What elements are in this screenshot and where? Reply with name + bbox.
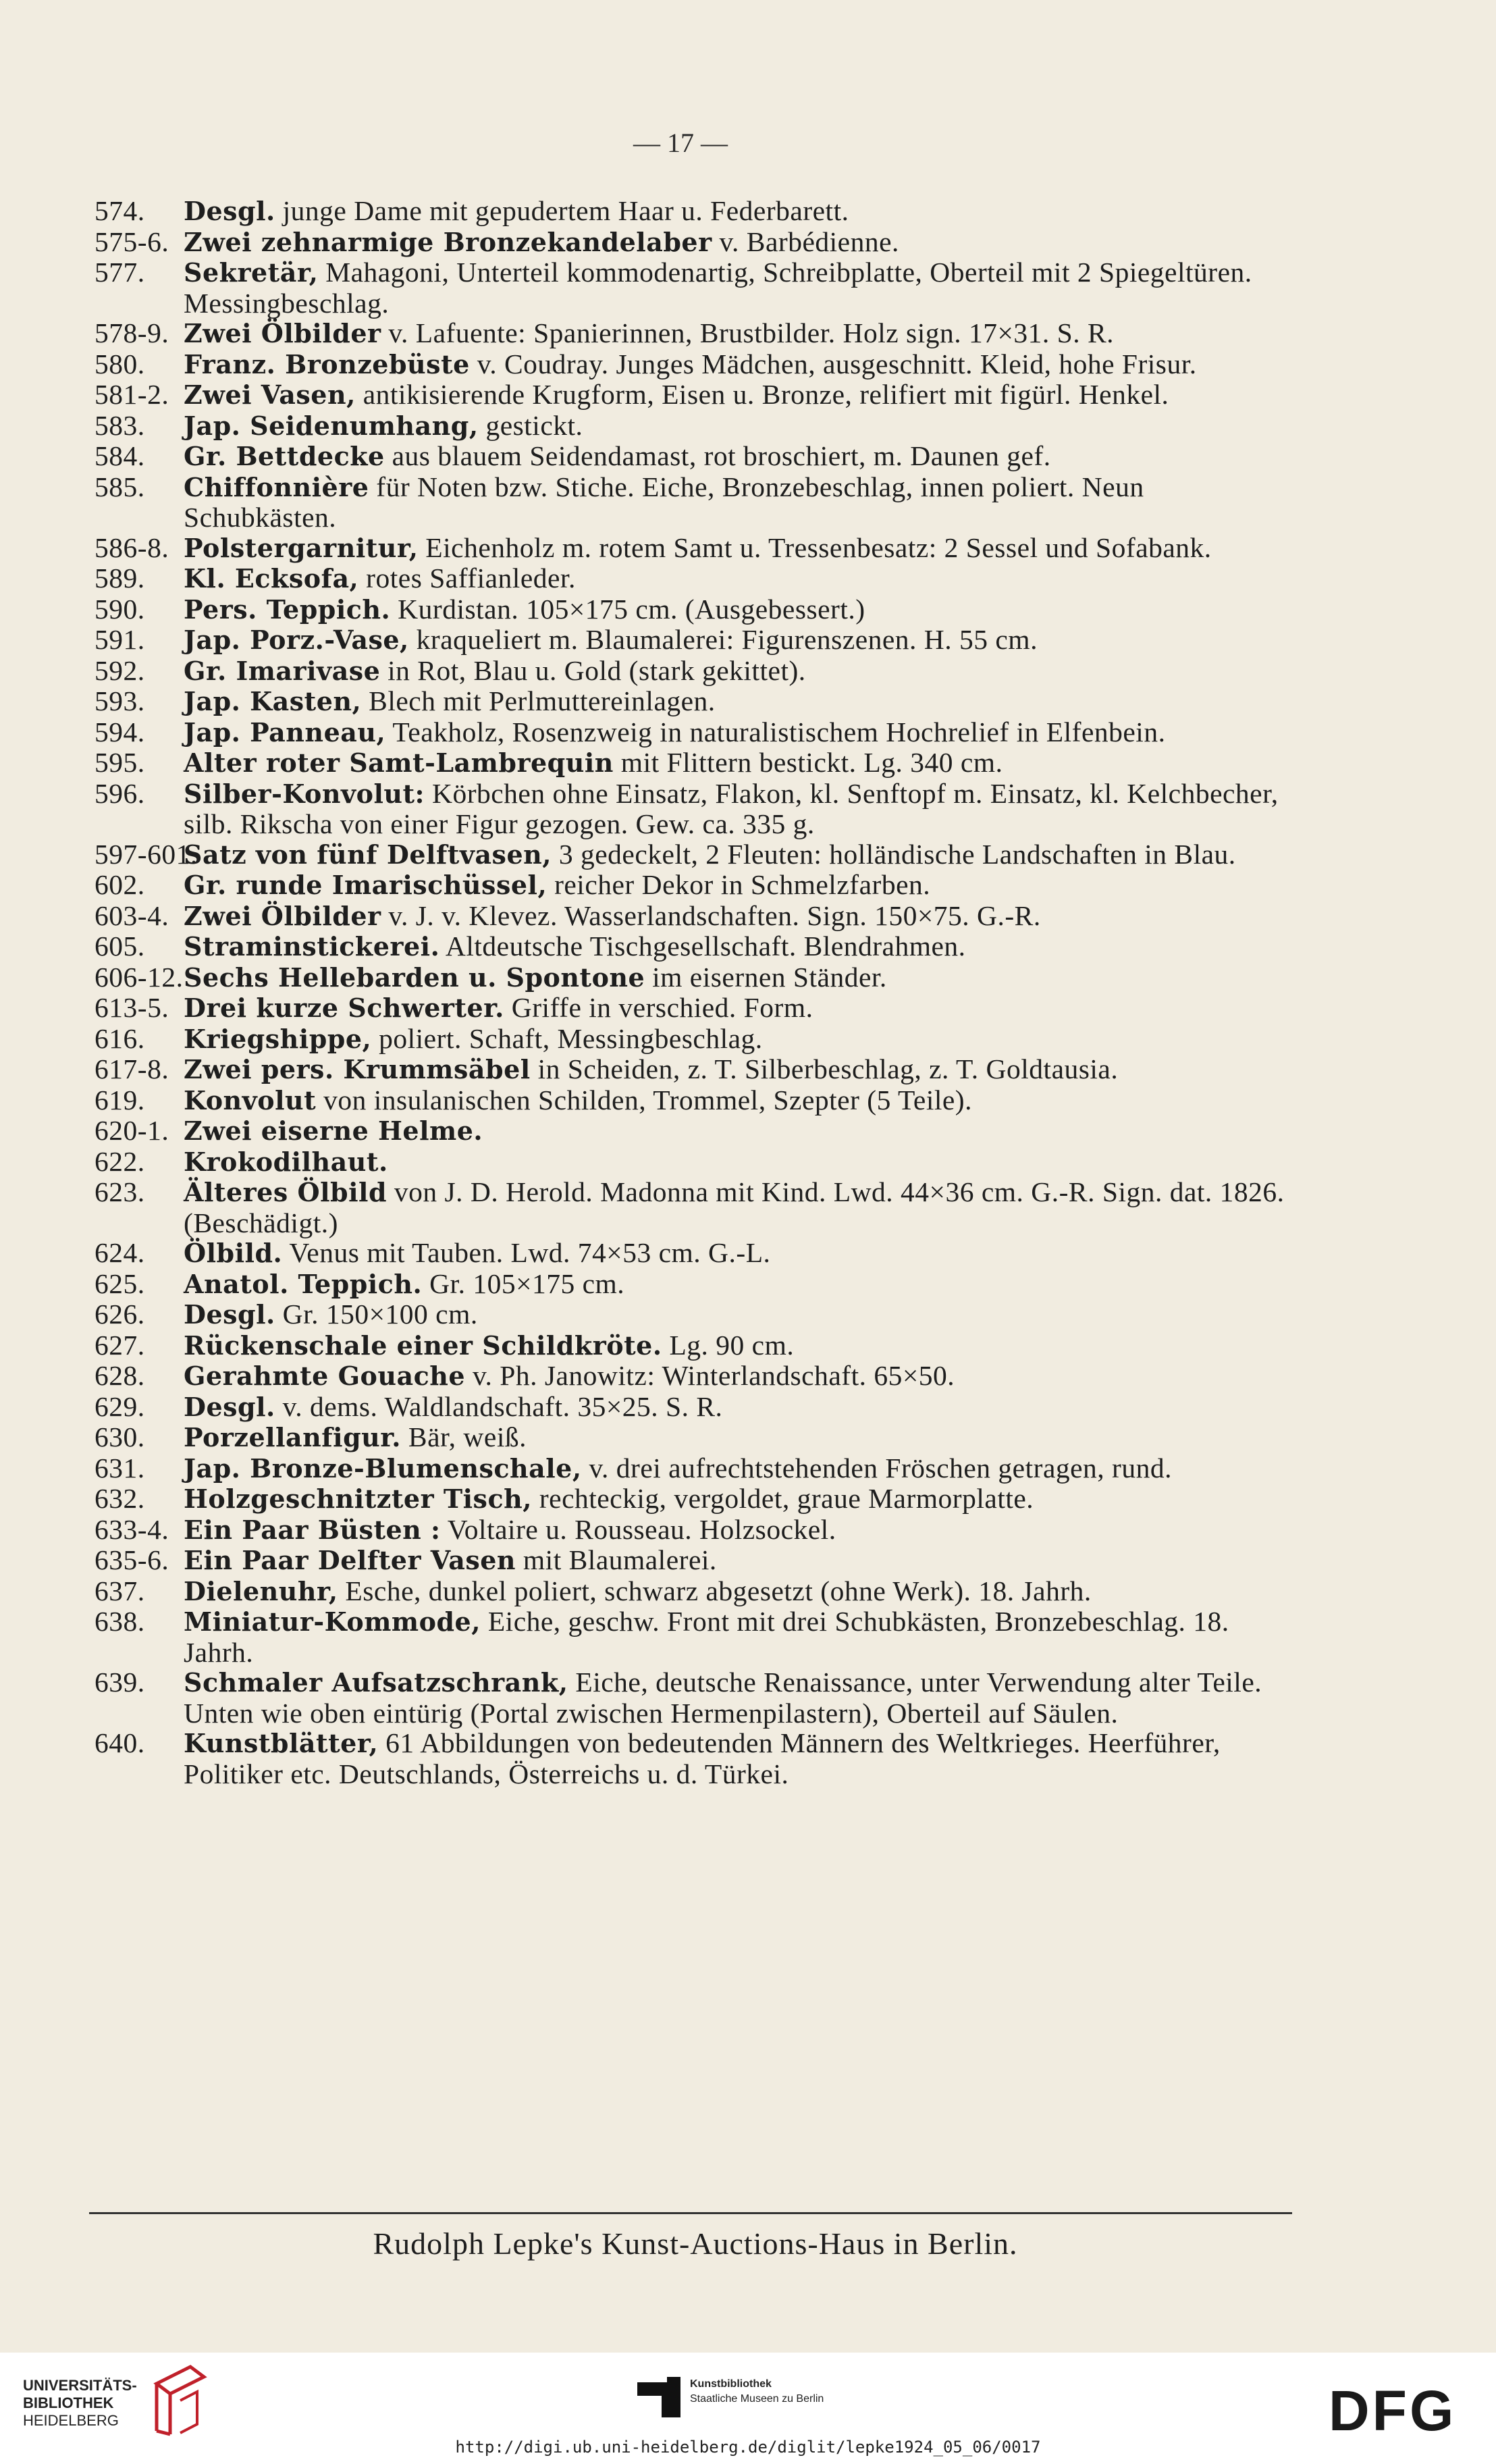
lot-title: Polstergarnitur, — [184, 532, 419, 563]
lot-number: 622. — [95, 1145, 145, 1177]
lot-number: 617-8. — [95, 1053, 169, 1084]
lot-number: 577. — [95, 257, 145, 288]
lot-description: kraqueliert m. Blaumalerei: Figurenszenen. H. 55 cm. — [408, 624, 1038, 655]
lot-description: v. Coudray. Junges Mädchen, ausgeschnitt. Kleid, hohe Frisur. — [469, 348, 1197, 379]
lot-number: 635-6. — [95, 1544, 169, 1575]
catalogue-entry — [95, 839, 1296, 870]
catalogue-entry — [95, 993, 1296, 1024]
lot-title: Gerahmte Gouache — [184, 1361, 466, 1391]
catalogue-entry — [95, 1147, 1296, 1178]
lot-number: 580. — [95, 348, 145, 379]
lot-number: 589. — [95, 562, 145, 594]
lot-description: Blech mit Perlmuttereinlagen. — [361, 685, 716, 716]
lot-title: Dielenuhr, — [184, 1575, 338, 1606]
catalogue-entry — [95, 349, 1296, 380]
lot-description: Eichenholz m. rotem Samt u. Tressenbesatz: 2 Sessel und Sofabank. — [418, 531, 1212, 563]
lot-number: 583. — [95, 409, 145, 441]
lot-title: Satz von fünf Delftvasen, — [184, 839, 552, 870]
catalogue-entry — [95, 1361, 1296, 1392]
lot-title: Jap. Seidenumhang, — [184, 410, 479, 441]
publisher-footer: Rudolph Lepke's Kunst-Auctions-Haus in Berlin. — [373, 2226, 1018, 2261]
lot-number: 581-2. — [95, 379, 169, 410]
lot-title: Miniatur-Kommode, — [184, 1606, 481, 1637]
lot-description: mit Blaumalerei. — [516, 1544, 717, 1575]
lot-description: v. Barbédienne. — [712, 226, 899, 257]
catalogue-entry — [95, 411, 1296, 442]
kunstbibliothek-emblem-icon — [637, 2377, 680, 2417]
lot-number: 625. — [95, 1267, 145, 1299]
lot-number: 629. — [95, 1390, 145, 1422]
library-name-line2: BIBLIOTHEK — [23, 2394, 114, 2411]
lot-title: Jap. Porz.-Vase, — [184, 625, 409, 655]
catalogue-entry — [95, 962, 1296, 993]
lot-title: Kriegshippe, — [184, 1023, 372, 1054]
lot-title: Krokodilhaut. — [184, 1146, 388, 1177]
lot-number: 620-1. — [95, 1115, 169, 1146]
lot-title: Zwei Vasen, — [184, 379, 356, 410]
lot-number: 590. — [95, 593, 145, 625]
lot-number: 640. — [95, 1727, 145, 1758]
lot-title: Holzgeschnitzter Tisch, — [184, 1484, 532, 1514]
lot-description: gestickt. — [478, 409, 583, 441]
lot-description: Lg. 90 cm. — [662, 1329, 795, 1361]
lot-number: 624. — [95, 1237, 145, 1268]
catalogue-entry — [95, 1177, 1296, 1238]
lot-title: Kl. Ecksofa, — [184, 563, 359, 594]
lot-description: v. dems. Waldlandschaft. 35×25. S. R. — [275, 1390, 723, 1422]
kunstbibliothek-logo[interactable] — [690, 2377, 824, 2407]
lot-description: Mahagoni, Unterteil kommodenartig, Schreibplatte, Oberteil mit 2 Spiegeltüren. Messingbeschlag. — [184, 257, 1252, 319]
lot-number: 638. — [95, 1606, 145, 1637]
catalogue-entry — [95, 1238, 1296, 1269]
lot-title: Zwei zehnarmige Bronzekandelaber — [184, 226, 712, 257]
lot-number: 592. — [95, 654, 145, 686]
lot-description: für Noten bzw. Stiche. Eiche, Bronzebeschlag, innen poliert. Neun Schubkästen. — [184, 471, 1144, 533]
lot-number: 586-8. — [95, 531, 169, 563]
lot-description: v. Ph. Janowitz: Winterlandschaft. 65×50. — [465, 1360, 955, 1391]
lot-title: Sechs Hellebarden u. Spontone — [184, 962, 645, 993]
lot-title: Chiffonnière — [184, 471, 369, 502]
lot-title: Silber-Konvolut: — [184, 778, 425, 809]
catalogue-entry — [95, 748, 1296, 779]
lot-description: 3 gedeckelt, 2 Fleuten: holländische Landschaften in Blau. — [551, 838, 1236, 870]
lot-title: Anatol. Teppich. — [184, 1268, 423, 1299]
lot-title: Rückenschale einer Schildkröte. — [184, 1330, 662, 1361]
lot-title: Zwei eiserne Helme. — [184, 1116, 483, 1146]
catalogue-entry — [95, 1392, 1296, 1423]
lot-number: 628. — [95, 1360, 145, 1391]
lot-title: Jap. Bronze-Blumenschale, — [184, 1452, 582, 1484]
lot-description: in Scheiden, z. T. Silberbeschlag, z. T. Goldtausia. — [530, 1053, 1119, 1084]
lot-title: Älteres Ölbild — [184, 1177, 388, 1207]
lot-description: Gr. 105×175 cm. — [422, 1267, 625, 1299]
lot-title: Desgl. — [184, 1299, 275, 1330]
lot-title: Zwei pers. Krummsäbel — [184, 1054, 531, 1084]
catalogue-entry — [95, 1545, 1296, 1576]
lot-description: v. J. v. Klevez. Wasserlandschaften. Sign. 150×75. G.-R. — [381, 899, 1041, 931]
lot-description: in Rot, Blau u. Gold (stark gekittet). — [380, 654, 806, 686]
lot-description: Eiche, geschw. Front mit drei Schubkästen, Bronzebeschlag. 18. Jahrh. — [184, 1606, 1229, 1668]
catalogue-entry — [95, 1269, 1296, 1300]
catalogue-entry — [95, 472, 1296, 533]
catalogue-entry — [95, 779, 1296, 839]
catalogue-entries — [95, 196, 1296, 1789]
lot-title: Pers. Teppich. — [184, 594, 391, 625]
lot-title: Zwei Ölbilder — [184, 900, 381, 931]
lot-description: Kurdistan. 105×175 cm. (Ausgebessert.) — [390, 593, 865, 625]
lot-number: 594. — [95, 716, 145, 748]
lot-description: Gr. 150×100 cm. — [275, 1299, 478, 1330]
lot-number: 597-601. — [95, 838, 198, 870]
lot-description: poliert. Schaft, Messingbeschlag. — [371, 1022, 763, 1054]
lot-number: 619. — [95, 1084, 145, 1116]
catalogue-entry — [95, 717, 1296, 748]
lot-description: Körbchen ohne Einsatz, Flakon, kl. Senftopf m. Einsatz, kl. Kelchbecher, silb. Rikscha von einer Figur gezogen. Gew. ca. 335 g. — [184, 777, 1279, 839]
lot-description: v. drei aufrechtstehenden Fröschen getragen, rund. — [581, 1452, 1172, 1484]
catalogue-entry — [95, 1024, 1296, 1055]
footer-rule — [89, 2212, 1292, 2214]
lot-title: Desgl. — [184, 1391, 275, 1422]
catalogue-entry — [95, 594, 1296, 625]
lot-description: Esche, dunkel poliert, schwarz abgesetzt (ohne Werk). 18. Jahrh. — [338, 1575, 1092, 1606]
lot-number: 591. — [95, 624, 145, 655]
lot-number: 603-4. — [95, 899, 169, 931]
kb-title: Kunstbibliothek — [690, 2378, 772, 2390]
lot-number: 605. — [95, 930, 145, 962]
catalogue-entry — [95, 1606, 1296, 1667]
catalogue-entry — [95, 901, 1296, 932]
lot-description: rechteckig, vergoldet, graue Marmorplatte. — [531, 1483, 1034, 1514]
catalogue-entry — [95, 1330, 1296, 1361]
catalogue-entry — [95, 1515, 1296, 1546]
lot-description: 61 Abbildungen von bedeutenden Männern des Weltkrieges. Heerführer, Politiker etc. Deutschlands, Österreichs u. d. Türkei. — [184, 1727, 1221, 1789]
university-library-logo[interactable] — [23, 2377, 137, 2430]
lot-description: im eisernen Ständer. — [645, 961, 887, 993]
lot-number: 596. — [95, 777, 145, 809]
lot-title: Kunstblätter, — [184, 1728, 379, 1758]
lot-number: 575-6. — [95, 226, 169, 257]
catalogue-entry — [95, 931, 1296, 962]
lot-number: 630. — [95, 1421, 145, 1452]
lot-number: 574. — [95, 195, 145, 226]
lot-title: Jap. Panneau, — [184, 716, 386, 748]
lot-description: antikisierende Krugform, Eisen u. Bronze, relifiert mit figürl. Henkel. — [355, 379, 1169, 410]
lot-number: 585. — [95, 471, 145, 502]
lot-description: Voltaire u. Rousseau. Holzsockel. — [440, 1513, 836, 1545]
lot-description: mit Flittern bestickt. Lg. 340 cm. — [613, 747, 1003, 778]
lot-title: Ein Paar Büsten : — [184, 1514, 441, 1545]
lot-number: 613-5. — [95, 992, 169, 1023]
lot-title: Porzellanfigur. — [184, 1422, 402, 1452]
lot-title: Gr. Imarivase — [184, 655, 381, 686]
kb-subtitle: Staatliche Museen zu Berlin — [690, 2393, 824, 2405]
lot-description: von J. D. Herold. Madonna mit Kind. Lwd. 44×36 cm. G.-R. Sign. dat. 1826. (Beschädigt.) — [184, 1176, 1285, 1238]
catalogue-entry — [95, 1667, 1296, 1728]
lot-number: 595. — [95, 747, 145, 778]
dfg-logo[interactable]: DFG — [1329, 2379, 1457, 2442]
library-name-line3: HEIDELBERG — [23, 2412, 119, 2429]
catalogue-entry — [95, 1728, 1296, 1789]
lot-title: Ölbild. — [184, 1238, 283, 1268]
catalogue-entry — [95, 441, 1296, 472]
lot-title: Jap. Kasten, — [184, 686, 362, 716]
lot-number: 606-12. — [95, 961, 184, 993]
lot-number: 627. — [95, 1329, 145, 1361]
lot-title: Gr. Bettdecke — [184, 441, 385, 471]
catalogue-entry — [95, 1576, 1296, 1607]
catalogue-entry — [95, 196, 1296, 227]
lot-title: Gr. runde Imarischüssel, — [184, 870, 547, 900]
lot-number: 632. — [95, 1483, 145, 1514]
catalogue-entry — [95, 625, 1296, 656]
page-number: — 17 — — [633, 128, 728, 158]
catalogue-entry — [95, 227, 1296, 258]
lot-number: 626. — [95, 1299, 145, 1330]
catalogue-entry — [95, 1054, 1296, 1085]
catalogue-entry — [95, 1453, 1296, 1484]
lot-description: Venus mit Tauben. Lwd. 74×53 cm. G.-L. — [282, 1237, 771, 1268]
lot-description: Eiche, deutsche Renaissance, unter Verwendung alter Teile. Unten wie oben eintürig (Portal zwischen Hermenpilastern), Oberteil auf Säulen. — [184, 1667, 1262, 1729]
lot-title: Schmaler Aufsatzschrank, — [184, 1667, 568, 1698]
lot-title: Ein Paar Delfter Vasen — [184, 1545, 516, 1575]
catalogue-entry — [95, 533, 1296, 564]
lot-title: Straminstickerei. — [184, 931, 440, 962]
catalogue-entry — [95, 257, 1296, 318]
catalogue-entry — [95, 563, 1296, 594]
lot-description: aus blauem Seidendamast, rot broschiert, m. Daunen gef. — [384, 440, 1051, 471]
catalogue-entry — [95, 870, 1296, 901]
lot-number: 602. — [95, 869, 145, 900]
lot-description: v. Lafuente: Spanierinnen, Brustbilder. Holz sign. 17×31. S. R. — [381, 317, 1115, 348]
catalogue-entry — [95, 686, 1296, 717]
catalogue-entry — [95, 1085, 1296, 1116]
lot-description: Altdeutsche Tischgesellschaft. Blendrahmen. — [439, 930, 966, 962]
lot-number: 639. — [95, 1667, 145, 1698]
library-emblem-icon — [150, 2363, 211, 2438]
lot-title: Desgl. — [184, 196, 275, 226]
lot-number: 631. — [95, 1452, 145, 1484]
lot-title: Alter roter Samt-Lambrequin — [184, 748, 614, 778]
catalogue-entry — [95, 1299, 1296, 1330]
library-name-line1: UNIVERSITÄTS- — [23, 2377, 137, 2394]
lot-title: Sekretär, — [184, 257, 319, 288]
catalogue-entry — [95, 379, 1296, 411]
lot-description: Teakholz, Rosenzweig in naturalistischem Hochrelief in Elfenbein. — [385, 716, 1166, 748]
lot-number: 616. — [95, 1022, 145, 1054]
lot-title: Zwei Ölbilder — [184, 318, 381, 348]
lot-title: Franz. Bronzebüste — [184, 348, 470, 379]
lot-title: Drei kurze Schwerter. — [184, 993, 504, 1023]
lot-number: 593. — [95, 685, 145, 716]
catalogue-entry — [95, 1484, 1296, 1515]
lot-description: junge Dame mit gepudertem Haar u. Federbarett. — [275, 195, 849, 226]
lot-number: 637. — [95, 1575, 145, 1606]
lot-description: Griffe in verschied. Form. — [504, 992, 813, 1023]
catalogue-entry — [95, 318, 1296, 349]
lot-number: 584. — [95, 440, 145, 471]
catalogue-entry — [95, 1116, 1296, 1147]
catalogue-entry — [95, 1422, 1296, 1453]
lot-description: reicher Dekor in Schmelzfarben. — [547, 869, 931, 900]
catalogue-entry — [95, 656, 1296, 687]
lot-description: von insulanischen Schilden, Trommel, Szepter (5 Teile). — [316, 1084, 972, 1116]
lot-number: 623. — [95, 1176, 145, 1207]
lot-number: 578-9. — [95, 317, 169, 348]
lot-number: 633-4. — [95, 1513, 169, 1545]
lot-description: rotes Saffianleder. — [358, 562, 576, 594]
lot-description: Bär, weiß. — [401, 1421, 527, 1452]
lot-title: Konvolut — [184, 1084, 317, 1116]
permalink-url[interactable]: http://digi.ub.uni-heidelberg.de/diglit/lepke1924_05_06/0017 — [455, 2438, 1041, 2457]
